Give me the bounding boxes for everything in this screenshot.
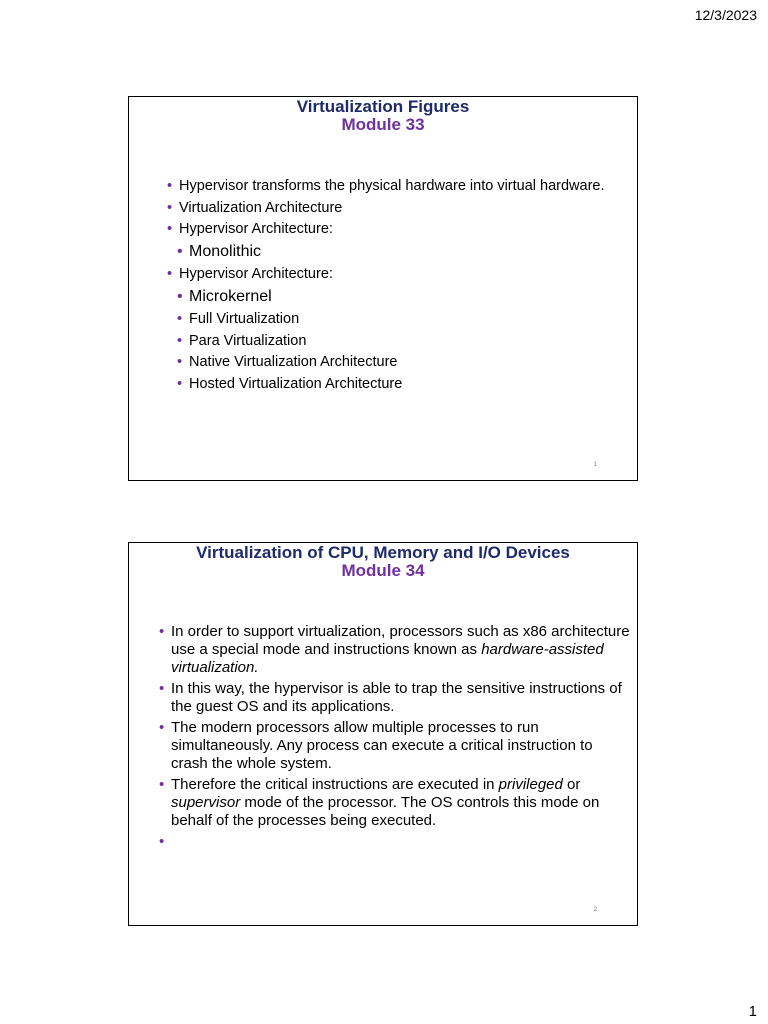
- slide-title-main: Virtualization of CPU, Memory and I/O Devices: [196, 543, 570, 562]
- bullet-text: In order to support virtualization, processors such as x86 architecture use a special mode and instructions known as: [171, 623, 630, 658]
- slide-title: [129, 98, 637, 134]
- bullet-item: [159, 680, 631, 716]
- bullet-item: • Full Virtualization: [177, 310, 607, 328]
- emphasized-text: hardware-assisted virtualization.: [171, 641, 604, 676]
- page-number: 1: [748, 1003, 757, 1020]
- slide-title: [129, 544, 637, 580]
- page-date: 12/3/2023: [694, 7, 757, 23]
- slide-title-main: Virtualization Figures: [296, 97, 470, 116]
- bullet-list: [167, 177, 607, 396]
- bullet-item: [159, 833, 631, 851]
- slide-number: 1: [593, 462, 597, 468]
- bullet-item: • Monolithic: [177, 242, 607, 262]
- bullet-item: • Microkernel: [177, 287, 607, 307]
- bullet-text: In this way, the hypervisor is able to trap the sensitive instructions of the guest OS and its applications.: [171, 680, 622, 715]
- bullet-item: [159, 776, 631, 830]
- bullet-item: [159, 623, 631, 677]
- bullet-item: • Hypervisor Architecture:: [167, 265, 607, 283]
- emphasized-text: privileged: [498, 776, 563, 793]
- bullet-text: Therefore the critical instructions are executed in: [171, 776, 499, 793]
- bullet-item: • Native Virtualization Architecture: [177, 353, 607, 371]
- bullet-item: • Hypervisor transforms the physical hardware into virtual hardware.: [167, 177, 607, 195]
- bullet-item: • Hosted Virtualization Architecture: [177, 375, 607, 393]
- slide-title-module: Module 33: [341, 115, 425, 134]
- bullet-text: mode of the processor. The OS controls this mode on behalf of the processes being executed.: [171, 794, 600, 829]
- slide-number: 2: [593, 907, 597, 913]
- bullet-item: • Para Virtualization: [177, 332, 607, 350]
- bullet-item: • Virtualization Architecture: [167, 199, 607, 217]
- slide-1: [128, 96, 638, 481]
- bullet-text: or: [562, 776, 581, 793]
- slide-2: [128, 542, 638, 926]
- slide-title-module: Module 34: [341, 561, 425, 580]
- bullet-item: [159, 719, 631, 773]
- emphasized-text: supervisor: [171, 794, 241, 811]
- bullet-text: The modern processors allow multiple processes to run simultaneously. Any process can execute a critical instruction to crash the whole system.: [171, 719, 593, 772]
- bullet-item: • Hypervisor Architecture:: [167, 220, 607, 238]
- bullet-list: [159, 623, 631, 854]
